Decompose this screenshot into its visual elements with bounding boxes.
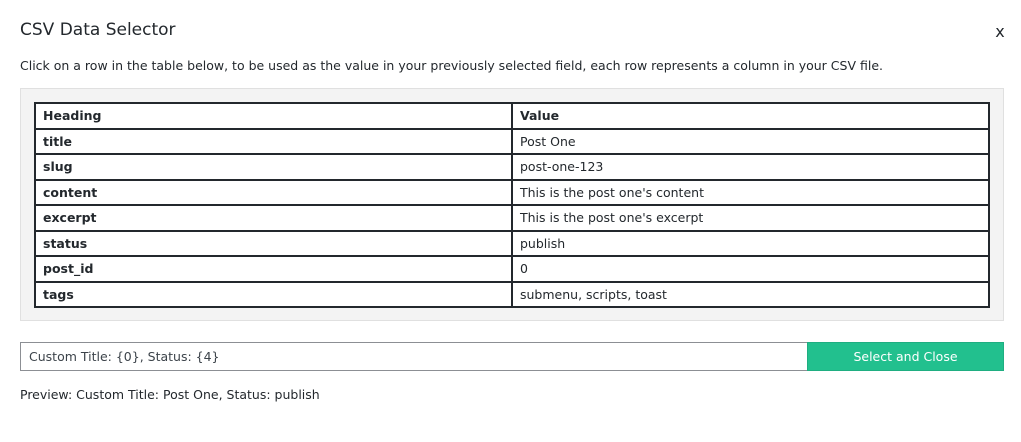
row-heading: status (35, 231, 512, 257)
dialog-title: CSV Data Selector (20, 20, 176, 40)
table-row[interactable] (35, 180, 989, 206)
row-value: 0 (512, 256, 989, 282)
close-icon[interactable]: x (995, 22, 1005, 41)
table-row[interactable] (35, 256, 989, 282)
table-header-row (35, 103, 989, 129)
template-input-row (20, 342, 1004, 371)
row-value: This is the post one's content (512, 180, 989, 206)
row-value: post-one-123 (512, 154, 989, 180)
row-value: This is the post one's excerpt (512, 205, 989, 231)
table-row[interactable] (35, 129, 989, 155)
row-heading: excerpt (35, 205, 512, 231)
table-row[interactable] (35, 231, 989, 257)
row-heading: slug (35, 154, 512, 180)
row-heading: title (35, 129, 512, 155)
preview-text: Preview: Custom Title: Post One, Status: publish (20, 387, 320, 402)
row-value: submenu, scripts, toast (512, 282, 989, 308)
table-row[interactable] (35, 205, 989, 231)
row-value: Post One (512, 129, 989, 155)
column-header-heading: Heading (35, 103, 512, 129)
column-header-value: Value (512, 103, 989, 129)
template-field-input[interactable] (20, 342, 808, 371)
select-and-close-button[interactable]: Select and Close (807, 342, 1004, 371)
row-value: publish (512, 231, 989, 257)
table-row[interactable] (35, 154, 989, 180)
instructions-text: Click on a row in the table below, to be used as the value in your previously selected field, each row represents a column in your CSV file. (20, 58, 883, 73)
row-heading: content (35, 180, 512, 206)
row-heading: post_id (35, 256, 512, 282)
table-row[interactable] (35, 282, 989, 308)
row-heading: tags (35, 282, 512, 308)
csv-columns-table (34, 102, 990, 308)
table-panel (20, 88, 1004, 321)
